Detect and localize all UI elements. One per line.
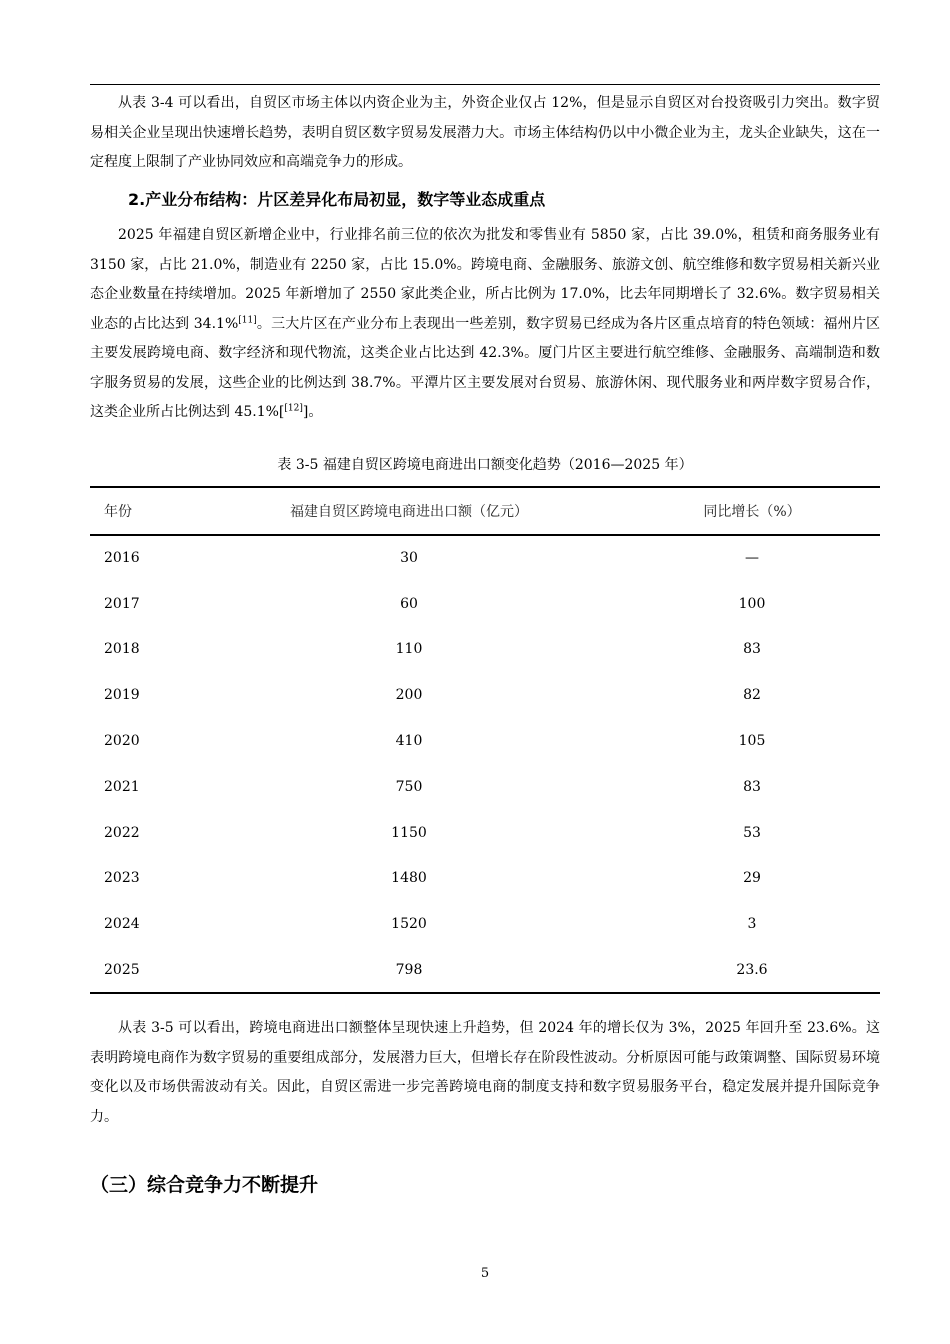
header-yoy-growth: 同比增长（%）	[703, 504, 801, 520]
cell-growth: 3	[747, 916, 757, 933]
cell-growth: 100	[738, 595, 766, 612]
header-import-export-value: 福建自贸区跨境电商进出口额（亿元）	[290, 504, 528, 520]
table-row	[90, 764, 880, 810]
citation-11: [11]	[238, 314, 257, 325]
table-row	[90, 581, 880, 627]
table-row	[90, 627, 880, 673]
cell-growth: —	[745, 550, 759, 567]
cell-value: 410	[395, 733, 423, 750]
cross-border-ecommerce-table	[90, 486, 880, 994]
table-row	[90, 947, 880, 993]
cell-year: 2021	[104, 778, 140, 795]
paragraph-table-3-5-analysis: 从表 3-5 可以看出，跨境电商进出口额整体呈现快速上升趋势，但 2024 年的增长仅为 3%，2025 年回升至 23.6%。这表明跨境电商作为数字贸易的重要组成部分，发展潜力巨大，但增长存在阶段性波动。分析原因可能与政策调整、国际贸易环境变化以及市场供需波动有关。因此，自贸区需进一步完善跨境电商的制度支持和数字贸易服务平台，稳定发展并提升国际竞争力。	[90, 1020, 880, 1125]
cell-value: 110	[395, 641, 423, 658]
table-row	[90, 718, 880, 764]
cell-growth: 23.6	[736, 961, 768, 978]
cell-year: 2017	[104, 595, 140, 612]
header-year: 年份	[104, 504, 132, 520]
cell-value: 200	[395, 687, 423, 704]
cell-growth: 83	[743, 641, 761, 658]
document-page	[90, 0, 880, 1344]
cell-value: 60	[400, 595, 418, 612]
cell-year: 2025	[104, 961, 140, 978]
cell-year: 2022	[104, 824, 140, 841]
section-heading-industry-distribution: 2.产业分布结构：片区差异化布局初显，数字等业态成重点	[128, 190, 546, 209]
cell-value: 1520	[391, 916, 427, 933]
table-header-row	[90, 487, 880, 535]
cell-year: 2019	[104, 687, 140, 704]
paragraph-text: 2025 年福建自贸区新增企业中，行业排名前三位的依次为批发和零售业有 5850 家，占比 39.0%，租赁和商务服务业有 3150 家，占比 21.0%，制造业有 2250 家，占比 15.0%。跨境电商、金融服务、旅游文创、航空维修和数字贸易相关新兴业态企业数量在持续增加。2025 年新增加了 2550 家此类企业，所占比例为 17.0%，比去年同期增长了 32.6%。数字贸易相关业态的占比达到 34.1%	[90, 227, 880, 332]
cell-growth: 105	[738, 733, 766, 750]
cell-value: 1150	[391, 824, 427, 841]
cell-year: 2018	[104, 641, 140, 658]
cell-growth: 82	[743, 687, 761, 704]
cell-growth: 83	[743, 778, 761, 795]
cell-year: 2024	[104, 916, 140, 933]
table-row	[90, 672, 880, 718]
table-row	[90, 810, 880, 856]
cell-value: 750	[395, 778, 423, 795]
page-number: 5	[480, 1266, 490, 1281]
paragraph-industry-distribution	[90, 221, 880, 428]
cell-year: 2020	[104, 733, 140, 750]
cell-growth: 29	[743, 870, 761, 887]
paragraph-text: ]。	[302, 404, 323, 420]
header-rule	[90, 84, 880, 85]
table-caption: 表 3-5 福建自贸区跨境电商进出口额变化趋势（2016—2025 年）	[277, 457, 693, 473]
cell-value: 30	[400, 550, 418, 567]
section-heading-competitiveness: （三）综合竞争力不断提升	[90, 1174, 319, 1196]
citation-12: [12]	[284, 403, 303, 414]
table-row	[90, 856, 880, 902]
cell-value: 1480	[391, 870, 427, 887]
cell-growth: 53	[743, 824, 761, 841]
table-row	[90, 901, 880, 947]
table-row	[90, 535, 880, 581]
paragraph-table-3-4-analysis: 从表 3-4 可以看出，自贸区市场主体以内资企业为主，外资企业仅占 12%，但是显示自贸区对台投资吸引力突出。数字贸易相关企业呈现出快速增长趋势，表明自贸区数字贸易发展潜力大。市场主体结构仍以中小微企业为主，龙头企业缺失，这在一定程度上限制了产业协同效应和高端竞争力的形成。	[90, 95, 880, 170]
cell-year: 2016	[104, 550, 140, 567]
cell-year: 2023	[104, 870, 140, 887]
cell-value: 798	[395, 961, 423, 978]
paragraph-text: 。三大片区在产业分布上表现出一些差别，数字贸易已经成为各片区重点培育的特色领域：福州片区主要发展跨境电商、数字经济和现代物流，这类企业占比达到 42.3%。厦门片区主要进行航空维修、金融服务、高端制造和数字服务贸易的发展，这些企业的比例达到 38.7%。平潭片区主要发展对台贸易、旅游休闲、现代服务业和两岸数字贸易合作，这类企业所占比例达到 45.1%[	[90, 315, 880, 420]
